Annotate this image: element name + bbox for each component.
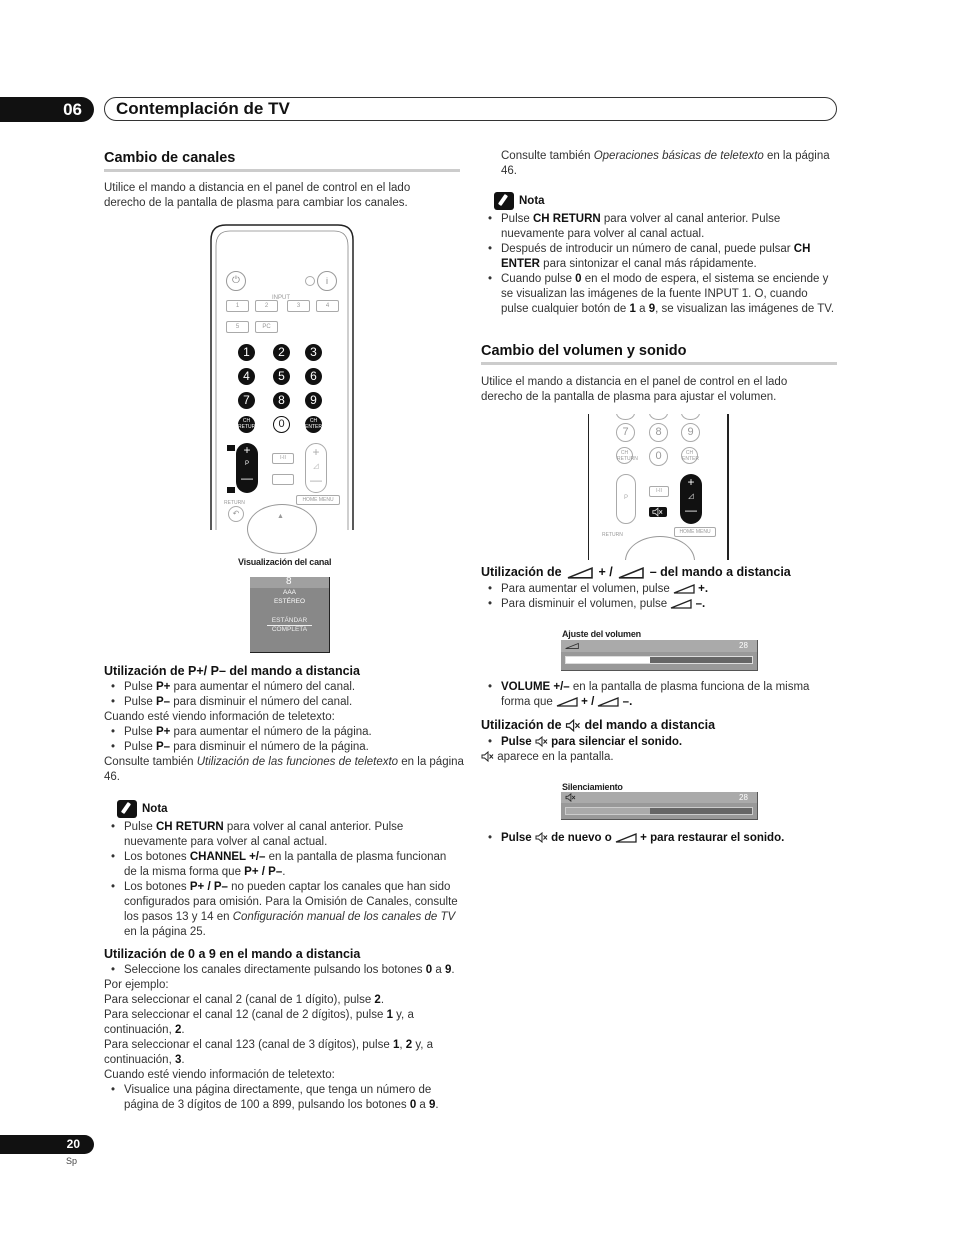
pp-teletext-list	[104, 725, 464, 755]
remote-control-illustration	[210, 224, 354, 530]
nota-label: Nota	[142, 802, 168, 815]
teletext-icon	[227, 445, 235, 451]
list-item: • Pulse de nuevo o + para restaurar el sonido.	[481, 831, 837, 846]
remote-volume-illustration	[588, 414, 730, 560]
digit-0-button[interactable]: 0	[273, 416, 290, 433]
intro-canales: Utilice el mando a distancia en el panel de control en el lado derecho de la pantalla de plasma para cambiar los canales.	[104, 182, 411, 209]
input-pc-button[interactable]: PC	[255, 321, 278, 333]
mute-bar-track	[565, 807, 753, 815]
digit-9-button[interactable]: 9	[305, 392, 322, 409]
input-label: INPUT	[272, 295, 290, 301]
list-item: • Seleccione los canales directamente pulsando los botones 0 a 9.	[104, 963, 464, 978]
ch-enter-button[interactable]	[305, 416, 322, 433]
vol-icon-glyph: ◿	[688, 493, 694, 500]
caption-channel-display: Visualización del canal	[238, 557, 332, 567]
pencil-note-icon	[494, 192, 514, 210]
list-item: • Después de introducir un número de canal, puede pulsar CH ENTER para sintonizar el canal más rápidamente.	[481, 242, 837, 272]
ch-enter-line2: ENTER	[682, 456, 699, 462]
heading-volumen-sonido: Cambio del volumen y sonido	[481, 343, 687, 359]
mute-icon	[565, 719, 581, 732]
audio-mode: ESTÉREO	[273, 598, 306, 605]
volume-osd	[561, 640, 758, 671]
language-code: Sp	[66, 1156, 78, 1166]
heading-digits: Utilización de 0 a 9 en el mando a distancia	[104, 947, 361, 961]
vol-minus-glyph: —	[310, 473, 322, 487]
volume-icon	[565, 642, 579, 650]
picture-mode: ESTÁNDAR	[271, 617, 308, 624]
plus-glyph: +	[243, 443, 251, 457]
list-item: • Pulse para silenciar el sonido.	[481, 735, 837, 750]
ch-return-line2: RETURN	[238, 424, 259, 430]
digit-button-faded	[681, 414, 700, 420]
list-item: • Cuando pulse 0 en el modo de espera, el sistema se enciende y se visualizan las imágenes de la fuente INPUT 1. O, cuando pulse cualquier botón de 1 a 9, se visualizan las imágenes de TV.	[481, 272, 837, 317]
dual-sound-button[interactable]: I-II	[272, 453, 294, 464]
volume-note-list	[481, 680, 837, 710]
digits-list	[104, 963, 464, 978]
heading-mute: Utilización de del mando a distancia	[481, 718, 716, 732]
digit-1-button[interactable]: 1	[238, 344, 255, 361]
mute-button[interactable]	[649, 507, 667, 517]
chapter-number: 06	[0, 97, 94, 122]
heading-rule	[104, 169, 460, 172]
vol-icon-glyph: ◿	[313, 463, 319, 470]
pp-list	[104, 680, 464, 710]
vol-minus-glyph: —	[685, 503, 697, 517]
ch-return-line2: RETURN	[617, 456, 638, 462]
digits-section-body	[104, 963, 464, 1113]
vol-plus-glyph: +	[312, 445, 320, 459]
subtitle-icon	[227, 487, 235, 493]
remote-edge-left	[588, 414, 589, 560]
list-item: • Pulse P+ para aumentar el número de la página.	[104, 725, 464, 740]
input-1-button[interactable]: 1	[226, 300, 249, 312]
mute-bar-fill	[566, 808, 650, 814]
volume-icon	[597, 697, 619, 707]
digit-7-button[interactable]: 7	[238, 392, 255, 409]
ch-return-button[interactable]	[238, 416, 259, 433]
volume-icon	[670, 599, 692, 609]
digit-3-button[interactable]: 3	[305, 344, 322, 361]
p-label: P	[244, 461, 249, 467]
ch-enter-line1: CH	[685, 450, 694, 456]
volume-icon	[565, 567, 595, 579]
volume-note-body	[481, 680, 837, 710]
list-item: • Pulse P– para disminuir el número de la página.	[104, 740, 464, 755]
teletext-intro: Cuando esté viendo información de teletexto:	[104, 711, 335, 723]
volume-bar-track	[565, 656, 753, 664]
caption-mute: Silenciamiento	[562, 782, 623, 792]
remote-edge-right	[727, 414, 729, 560]
list-item: • Los botones P+ / P– no pueden captar los canales que han sido configurados para omisión. Para la Omisión de Canales, consulte los pasos 13 y 14 en Configuración manual de los canales de TV en la página 25.	[104, 880, 460, 940]
power-icon: ⏻	[226, 271, 246, 291]
digit-5-button[interactable]: 5	[273, 368, 290, 385]
mute-osd-header	[561, 792, 757, 803]
return-arrow-icon[interactable]: ↶	[228, 506, 244, 522]
standby-indicator	[305, 276, 315, 286]
heading-rule	[481, 362, 837, 365]
mute-appears-line: aparece en la pantalla.	[481, 750, 837, 765]
nota-body-right	[481, 212, 837, 317]
digit-8-button[interactable]: 8	[273, 392, 290, 409]
volume-bar-fill	[566, 657, 650, 663]
minus-glyph: —	[241, 471, 253, 485]
page-number: 20	[0, 1135, 94, 1154]
volume-icon	[616, 567, 646, 579]
digit-4-button[interactable]: 4	[238, 368, 255, 385]
digit-7-button[interactable]: 7	[616, 423, 635, 442]
list-item: • Para disminuir el volumen, pulse –.	[481, 597, 837, 612]
ch-return-button[interactable]	[616, 447, 638, 464]
list-item: • Visualice una página directamente, que tenga un número de página de 3 dígitos de 100 a 899, pulsando los botones 0 a 9.	[104, 1083, 464, 1113]
ch-return-line1: CH	[242, 418, 251, 424]
example-line-2: Para seleccionar el canal 12 (canal de 2 dígitos), pulse 1 y, a continuación, 2.	[104, 1009, 414, 1036]
pencil-note-icon	[117, 800, 137, 818]
home-menu-button[interactable]: HOME MENU	[296, 495, 340, 505]
digit-9-button[interactable]: 9	[681, 423, 700, 442]
volume-value: 28	[739, 641, 748, 650]
mute-button[interactable]	[272, 474, 294, 485]
volume-rocker-button[interactable]	[680, 474, 702, 524]
list-item: • Los botones CHANNEL +/– en la pantalla de plasma funcionan de la misma forma que P+ / P–.	[104, 850, 460, 880]
return-label: RETURN	[224, 500, 245, 506]
volume-icon	[673, 584, 695, 594]
mute-list	[481, 735, 837, 750]
nota-list	[481, 212, 837, 317]
restore-list	[481, 831, 837, 846]
mute-icon	[535, 736, 548, 747]
ch-enter-button[interactable]	[681, 447, 698, 464]
list-item: • Pulse CH RETURN para volver al canal anterior. Pulse nuevamente para volver al canal actual.	[104, 820, 460, 850]
list-item: • Pulse P– para disminuir el número del canal.	[104, 695, 464, 710]
digit-2-button[interactable]: 2	[273, 344, 290, 361]
dual-sound-button[interactable]: I-II	[649, 486, 669, 497]
channel-display-screen	[250, 577, 330, 653]
input-5-button[interactable]: 5	[226, 321, 249, 333]
mute-icon	[535, 832, 548, 843]
ch-return-line1: CH	[620, 450, 629, 456]
pp-section-body	[104, 680, 464, 785]
nota-list	[104, 820, 460, 940]
list-item: • Para aumentar el volumen, pulse +.	[481, 582, 837, 597]
list-item: • Pulse CH RETURN para volver al canal anterior. Pulse nuevamente para volver al canal actual.	[481, 212, 837, 242]
volume-icon	[615, 833, 637, 843]
program-rocker-button[interactable]	[236, 443, 258, 493]
nota-header-right	[494, 192, 545, 210]
display-icon: i	[317, 271, 337, 291]
home-menu-button[interactable]: HOME MENU	[674, 527, 716, 537]
list-item: • VOLUME +/– en la pantalla de plasma funciona de la misma forma que + / –.	[481, 680, 837, 710]
channel-number: 8	[286, 576, 292, 587]
nota-header-left	[117, 800, 168, 818]
list-item: • Pulse P+ para aumentar el número del canal.	[104, 680, 464, 695]
screen-size-mode: COMPLETA	[271, 626, 308, 633]
digit-6-button[interactable]: 6	[305, 368, 322, 385]
input-3-button[interactable]: 3	[287, 300, 310, 312]
digits-teletext-list	[104, 1083, 464, 1113]
program-rocker-button[interactable]: P	[616, 474, 636, 524]
input-4-button[interactable]: 4	[316, 300, 339, 312]
see-also-basic-teletext: Consulte también Operaciones básicas de teletexto en la página 46.	[501, 150, 830, 177]
volume-rocker-button[interactable]	[305, 443, 327, 493]
volume-icon	[556, 697, 578, 707]
volume-list	[481, 582, 837, 612]
heading-p-plus-minus: Utilización de P+/ P– del mando a distancia	[104, 664, 360, 678]
mute-volume-value: 28	[739, 793, 748, 802]
restore-body	[481, 831, 837, 846]
ch-enter-line1: CH	[309, 418, 318, 424]
mute-body	[481, 735, 837, 765]
volume-list-body	[481, 582, 837, 612]
mute-icon	[652, 507, 663, 517]
mute-icon	[565, 793, 576, 802]
see-also-teletext: Consulte también Utilización de las funciones de teletexto en la página 46.	[104, 756, 464, 783]
vol-plus-glyph: +	[687, 475, 695, 489]
nota-label: Nota	[519, 194, 545, 207]
volume-osd-header	[561, 640, 757, 652]
chapter-title: Contemplación de TV	[116, 99, 290, 118]
ch-enter-line2: ENTER	[305, 424, 322, 430]
input-2-button[interactable]: 2	[255, 300, 278, 312]
digit-button-faded	[649, 414, 668, 420]
heading-volume-buttons: Utilización de + / – del mando a distancia	[481, 565, 791, 579]
channel-name: AAA	[282, 589, 296, 596]
caption-volume-adjust: Ajuste del volumen	[562, 629, 641, 639]
example-line-1: Para seleccionar el canal 2 (canal de 1 dígito), pulse 2.	[104, 994, 385, 1006]
digit-8-button[interactable]: 8	[649, 423, 668, 442]
mute-osd	[561, 792, 758, 820]
return-label: RETURN	[602, 532, 623, 538]
nota-body-left	[104, 820, 460, 940]
arrow-up-icon: ▲	[277, 513, 284, 520]
digit-0-button[interactable]: 0	[649, 447, 668, 466]
digit-button-faded	[616, 414, 635, 420]
example-label: Por ejemplo:	[104, 979, 169, 991]
heading-cambio-de-canales: Cambio de canales	[104, 150, 236, 166]
intro-volumen: Utilice el mando a distancia en el panel de control en el lado derecho de la pantalla de plasma para ajustar el volumen.	[481, 376, 788, 403]
teletext-intro-2: Cuando esté viendo información de teletexto:	[104, 1069, 335, 1081]
mute-icon	[481, 751, 494, 762]
navigation-ring[interactable]	[625, 536, 695, 560]
example-line-3: Para seleccionar el canal 123 (canal de 3 dígitos), pulse 1, 2 y, a continuación, 3.	[104, 1039, 434, 1066]
